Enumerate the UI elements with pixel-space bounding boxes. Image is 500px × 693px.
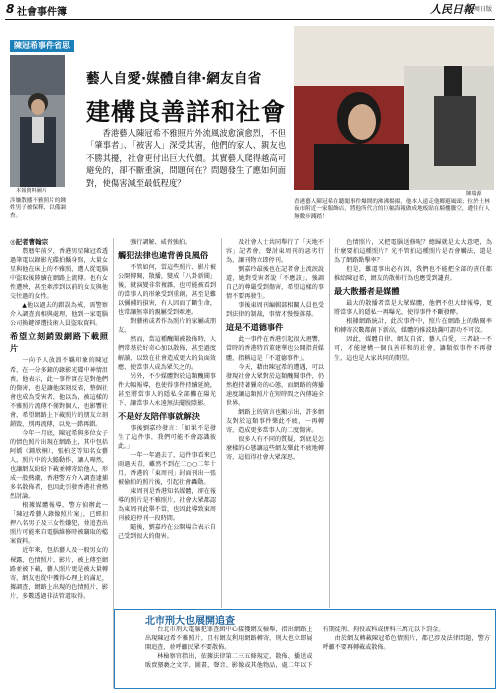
page-number: 8 — [6, 2, 15, 16]
paragraph: 另外，不少媒體對於這類醜聞事件大幅報導，也使得事件持續延燒，甚至將當事人的隱私全部攤在陽光下，讓當事人永遠無法擺脫陰影。 — [118, 372, 216, 407]
left-photo-credit: 本報資料圖片 — [16, 188, 48, 194]
paragraph: 最大的散播者當是大眾媒體，他們不但大肆報導，更將當事人的隱私一再曝光，使得事件不斷發酵。 — [334, 300, 492, 317]
paragraph: 林檢察官指出，依據法律第二三五條規定，散佈、播送或販賣猥褻之文字、圖畫、聲音、影像或其他物品，處二年以下有期徒刑、拘役或科或併科三萬元以下罰金。 — [145, 626, 445, 669]
article-column-1 — [10, 238, 108, 688]
paragraph: 農曆年前夕，香港男星陳冠希透過筆電以錄影光碟拍攝身寫，大量女星與他在床上的不雅照，遭人從電腦中盜取後陸續在網路上流傳。也有女性遭殃，甚至牽涉到以前的女友與他交往過的女性。 — [10, 248, 108, 301]
paragraph: 根據網路統計，此次事件中，照片在網路上的點閱率和轉寄次數都創下新高，媒體的推波助瀾可謂功不可沒。 — [334, 318, 492, 335]
paragraph: 但是，難道事出必有因，我們也不能把全部的責任都推給陳冠希，網友的散佈行為也應受到譴責。 — [334, 266, 492, 283]
right-photo-credit: 陳瑞源 — [466, 191, 482, 197]
paragraph: 今天，藉由陳冠希的遭遇，可以發現社會大眾對於這類醜聞事件，仍然抱持著獵奇的心態，而網路的傳播速度讓這類照片在短時間之內傳遍全世界。 — [226, 363, 324, 407]
paragraph: 色情照片，又把電腦送修呢？總歸就是太大意吧，為什麼要拍這種照片？光不管拍這種照片是否會觸法，還是為了網路點擊率？ — [334, 239, 492, 265]
paragraph: 然而，當這種醜聞被散佈時，人們常基於好奇心加以散佈，甚至過度解讀，以致在社會造成更大的負面效應，使當事人成為眾矢之的。 — [118, 336, 216, 371]
headline-kicker: 藝人自愛‧媒體自律‧網友自省 — [86, 71, 262, 87]
article-column-3 — [226, 238, 324, 608]
article-column-2 — [118, 238, 216, 608]
headline-main: 建構良善詳和社會 — [86, 97, 286, 126]
subheading: 最大散播者是媒體 — [334, 286, 400, 297]
paragraph: 網路上的留言也顯示出，許多網友對於這類事件樂此不疲，一再轉寄，造成更多當事人的二度傷害。 — [226, 408, 324, 434]
paragraph: 台北市刑大電腦犯罪查緝中心接獲網友檢舉，指出網路上出現陳冠希不雅照片，且有網友利用網路轉寄，刑大也立即展開追查，並呼籲民眾不要散佈。 — [145, 626, 313, 651]
paragraph: 根據媒體報導，警方偵辦此一「陳冠希藝人錄像照片案」，已經扣押八名男子及三女性嫌犯，並追查出照片可能來自電腦維修時被竊取的檔案資料。 — [10, 502, 108, 546]
column-divider — [329, 238, 330, 608]
feature-tag — [10, 40, 74, 52]
paragraph: 因此，媒體自律、網友自省、藝人自愛，三者缺一不可，才能建構一個良善祥和的社會，讓類似事件不再發生，這也是大家共同的期望。 — [334, 336, 492, 362]
masthead-edition: 周日版 — [474, 6, 493, 13]
subheading: 希望立刻銷毀網路下載照片 — [10, 331, 108, 354]
paragraph: 事後東周刊編輯部相關人員也受到法律的制裁，事情才慢慢落幕。 — [226, 302, 324, 319]
section-title: 社會事件簿 — [17, 7, 67, 18]
sidebar-title: 北市刑大也展開追查 — [145, 616, 235, 627]
right-photo-caption: 香港藝人陳冠希在聽聞事件爆開的沸沸揚揚，他本人遠走他鄉避風頭；位於土林夜市附近一家服飾店，將他所代言的巨幅海報做成地板貼在騎樓騰空，遭往行人無數步踐踏！ — [294, 199, 490, 220]
paragraph: 一年一年過去了，這件事看來已雨過天青，雖然不到在二○○二年十月，香港的「東周刊」封面刊出一張被偷拍的照片後，引起社會轟動。 — [118, 451, 216, 487]
paragraph: 強行調解、威脅強拍。 — [130, 239, 192, 246]
paragraph: 很多人有不同的質疑，到底是怎麼樣的心態讓這些網友樂此不疲地轉寄，這值得社會大眾深思。 — [226, 435, 324, 462]
byline: ◎記者曹翰宗 — [10, 238, 49, 246]
paragraph: 事後劉嘉玲發言：「如果不是發生了這件事，我們可能不會認識彼此。」 — [118, 424, 216, 450]
paragraph: 今年一月底，陳冠希與多位女子的情色照片出現在網路上，其中包括阿嬌（鍾欣桐）、張柏芝等知名女藝人，照片中的大膽動作，讓人嘩然，也讓網友紛紛下載並轉寄給他人，形成一股熱潮，香港警方介入調查逮捕多名散佈者，也因此引發香港社會熱烈討論。 — [10, 429, 108, 501]
subheading: 不是好友陪伴事就解決 — [118, 410, 200, 421]
subheading: 觸犯法律也違背善良風俗 — [118, 250, 209, 261]
column-divider — [221, 238, 222, 608]
masthead-logo: 人民日報 — [430, 3, 474, 16]
sidebar-body — [145, 626, 490, 688]
sidebar-box — [114, 609, 496, 689]
feature-tag-label: 陳冠希事件省思 — [14, 41, 70, 50]
subheading: 這是不道德事件 — [226, 322, 284, 333]
paragraph: 東周刊是香港知名媒體，卻在報導的照片是不雅照片，社會大眾都認為東周刊此舉不當，也因此導致東周刊被迫停刊一段時間。 — [118, 488, 216, 523]
paragraph: ▲他以過去的錯誤為戒，需警察介入調查真相與處理，他到一家電腦公司換鍵卻遭技術人員盜取資料。 — [10, 302, 108, 328]
paragraph: 及社會人士共同舉行了「天地不容」記者會，聲討東周刊的惡劣行為，讓刊物立即停刊。 — [226, 239, 324, 265]
lead-paragraph: 香港藝人陳冠希不雅照片外流風波愈演愈烈，不但「肇事者」、「被害人」深受其害，他們的家人、親友也不勝其擾，社會更付出巨大代價。其實藝人爬得越高可避免的，卻不斷重演，問題何在？問題發生了應如何面對，使傷害減至最低程度？ — [86, 128, 286, 188]
left-photo — [10, 55, 65, 187]
article-column-4 — [334, 238, 492, 608]
paragraph: 隨後，劉嘉玲在公開場合表示自己受到很大的傷害。 — [118, 524, 216, 541]
paragraph: 對藝術或者作為照片的家屬或朋友。 — [118, 318, 216, 335]
right-photo — [294, 26, 494, 190]
paragraph: 近年來，包括藝人及一般男女的裸露、色情照片、影片，被上傳至網路並被下載，藝人照片更是被大量轉寄，網友也從中獲得心理上的滿足，據調查，網路上出現的色情照片、影片，多數透過非法管道取得。 — [10, 547, 108, 600]
paragraph: 不管如何，當這些照片、影片被公開傳閱，散播，變成「八卦新聞」後，就演變非常複雜，也可能被看到的當事人的形象受到重創，甚至是難以彌補的損害，有人因而了斷生命，也常讓無辜的親屬受到牽連。 — [118, 264, 216, 317]
paragraph: 由於網友轉載陳冠希色情照片，都已涉及法律問題，警方呼籲不要再轉載或散佈。 — [322, 634, 490, 651]
page-header — [0, 0, 500, 20]
header-rule — [5, 19, 495, 20]
paragraph: 此一事件在香港引起很大迴響，當時的香港特首董建華也公開指責媒體，指稱這是「不道德事件」。 — [226, 336, 324, 362]
paragraph: 劉嘉玲最後也在記者會上流淚說道，她對受害者說「不應該」，強調自己的尊嚴受到傷害，希望這樣的事情不要再發生。 — [226, 266, 324, 301]
paragraph: 一向予人放浪不羈印象的陳冠希，在一分多鐘的錄影光碟中神情沮喪，他表示，此一事件實在是對他們的傷害，也是讓他深刻反省，整個社會也成為受害者，他以為，被這樣的不雅照片流傳不僅對個人，也影響社會，希望網路上下載照片的朋友立刻銷毀，別再流傳，以免一錯再錯。 — [10, 357, 108, 428]
left-photo-caption: 涉嫌散播不雅照片的鍾姓男子被保釋，以備調查。 — [10, 198, 66, 219]
